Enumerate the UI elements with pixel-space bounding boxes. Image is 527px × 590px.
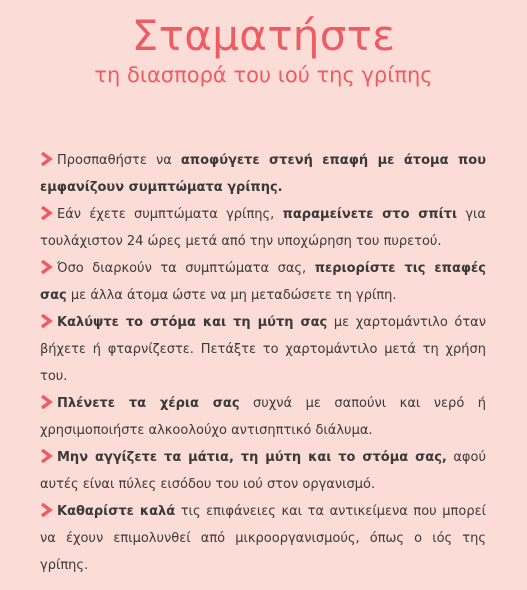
tip-item bbox=[40, 444, 486, 498]
tip-emphasis: Καθαρίστε καλά bbox=[57, 504, 176, 519]
tip-item bbox=[40, 255, 486, 309]
tip-emphasis: παραμείνετε στο σπίτι bbox=[282, 207, 458, 222]
tip-item bbox=[40, 147, 486, 201]
tip-emphasis: περιορίστε τις επαφές σας bbox=[40, 261, 486, 303]
tip-text: αφού αυτές είναι πύλες εισόδου του ιού στον οργανισμό. bbox=[40, 450, 486, 492]
tip-text: Όσο διαρκούν τα συμπτώματα σας, bbox=[57, 261, 315, 276]
tip-emphasis: Πλένετε τα χέρια σας bbox=[57, 396, 240, 411]
tip-item bbox=[40, 201, 486, 255]
tip-text: για τουλάχιστον 24 ώρες μετά από την υποχώρηση του πυρετού. bbox=[40, 207, 486, 249]
chevron-right-icon bbox=[40, 260, 53, 274]
chevron-right-icon bbox=[40, 152, 53, 166]
tip-text: τις επιφάνειες και τα αντικείμενα που μπορεί να έχουν επιμολυνθεί από μικροοργανισμούς, όπως ο ιός της γρίπης. bbox=[40, 504, 486, 573]
tip-emphasis: Μην αγγίζετε τα μάτια, τη μύτη και το στόμα σας, bbox=[57, 450, 447, 465]
chevron-right-icon bbox=[40, 314, 53, 328]
chevron-right-icon bbox=[40, 503, 53, 517]
tip-item bbox=[40, 390, 486, 444]
tip-emphasis: αποφύγετε στενή επαφή με άτομα που εμφανίζουν συμπτώματα γρίπης. bbox=[40, 153, 486, 195]
tip-item bbox=[40, 498, 486, 579]
tip-text: συχνά με σαπούνι και νερό ή χρησιμοποιήστε αλκοολούχο αντισηπτικό διάλυμα. bbox=[40, 396, 486, 438]
tip-text: με άλλα άτομα ώστε να μη μεταδώσετε τη γρίπη. bbox=[66, 288, 397, 303]
tip-text: με χαρτομάντιλο όταν βήχετε ή φταρνίζεστε. Πετάξτε το χαρτομάντιλο μετά τη χρήση του. bbox=[40, 315, 486, 384]
chevron-right-icon bbox=[40, 206, 53, 220]
tips-list bbox=[40, 147, 486, 579]
chevron-right-icon bbox=[40, 449, 53, 463]
poster-subtitle: τη διασπορά του ιού της γρίπης bbox=[94, 63, 433, 87]
tip-text: Εάν έχετε συμπτώματα γρίπης, bbox=[57, 207, 283, 222]
tip-emphasis: Καλύψτε το στόμα και τη μύτη σας bbox=[57, 315, 328, 330]
tip-item bbox=[40, 309, 486, 390]
poster-title: Σταματήστε bbox=[131, 11, 396, 60]
chevron-right-icon bbox=[40, 395, 53, 409]
tip-text: Προσπαθήστε να bbox=[57, 153, 181, 168]
poster-header bbox=[0, 0, 527, 88]
